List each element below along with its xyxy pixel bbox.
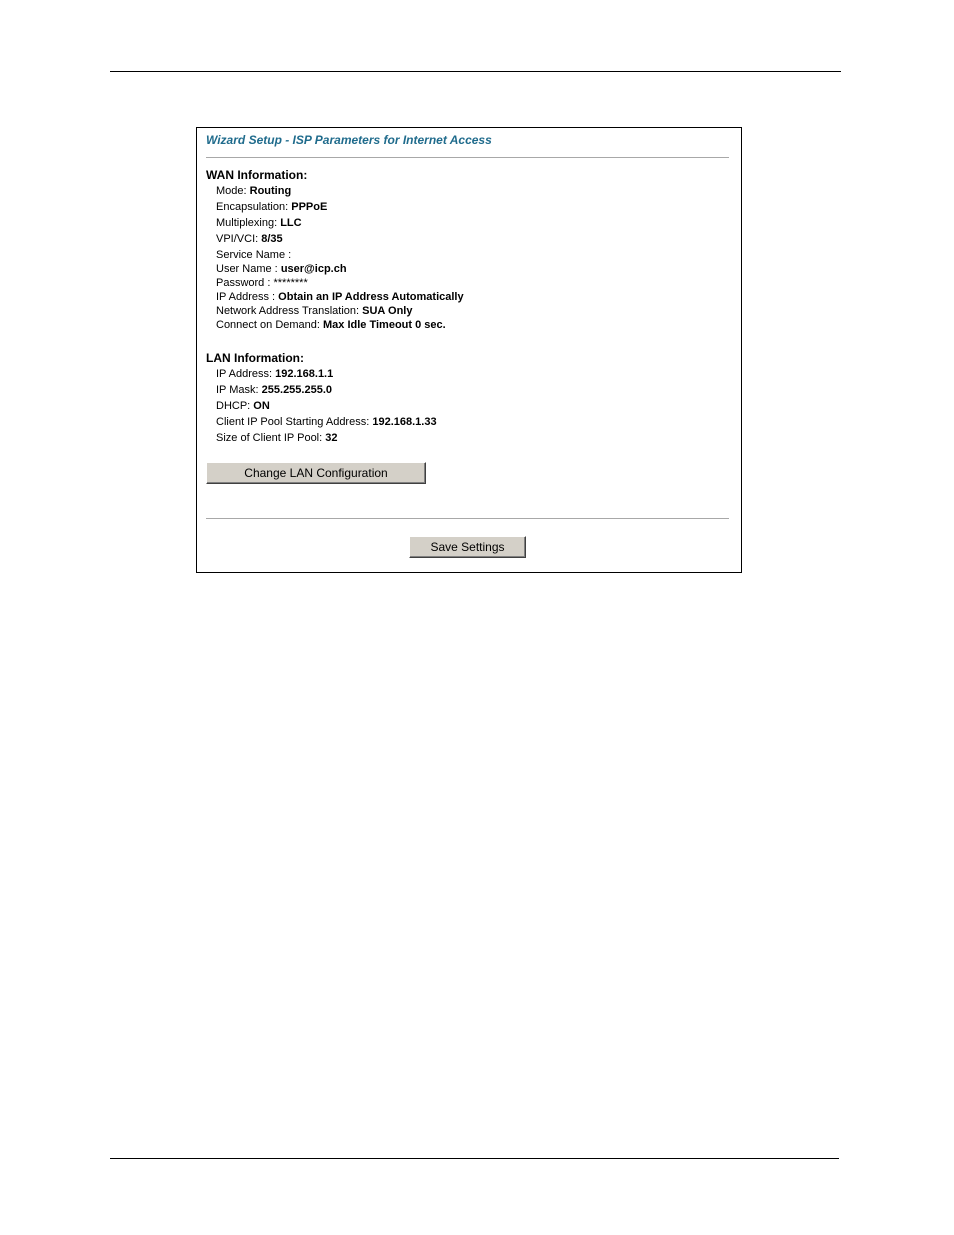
wan-encapsulation-label: Encapsulation:	[216, 201, 289, 213]
wan-user-name-value: user@icp.ch	[280, 263, 347, 275]
title-divider	[206, 157, 729, 158]
wan-vpi-vci-value: 8/35	[261, 233, 283, 245]
wizard-panel	[196, 127, 742, 573]
wan-ip-address-row	[216, 291, 464, 304]
wan-encapsulation-value: PPPoE	[291, 201, 328, 213]
wan-password-label: Password :	[216, 277, 271, 289]
wizard-title: Wizard Setup - ISP Parameters for Internet Access	[206, 133, 492, 147]
wan-vpi-vci-label: VPI/VCI:	[216, 233, 259, 245]
lan-ip-address-label: IP Address:	[216, 368, 273, 380]
wan-user-name-label: User Name :	[216, 263, 278, 275]
wan-nat-label: Network Address Translation:	[216, 305, 360, 317]
lan-dhcp-label: DHCP:	[216, 400, 251, 412]
wan-heading: WAN Information:	[206, 168, 308, 182]
wan-mode-label: Mode:	[216, 185, 247, 197]
wan-connect-on-demand-row	[216, 319, 446, 332]
wan-ip-address-value: Obtain an IP Address Automatically	[278, 291, 464, 303]
page-header-rule	[110, 71, 841, 72]
wan-multiplexing-value: LLC	[280, 217, 302, 229]
lan-dhcp-row	[216, 400, 270, 413]
lan-heading: LAN Information:	[206, 351, 304, 365]
lan-ip-address-row	[216, 368, 333, 381]
lan-pool-size-row	[216, 432, 338, 445]
wan-mode-row	[216, 185, 291, 198]
save-settings-button[interactable]: Save Settings	[409, 536, 526, 558]
lan-ip-mask-row	[216, 384, 332, 397]
page-footer-rule	[110, 1158, 839, 1159]
change-lan-configuration-button[interactable]: Change LAN Configuration	[206, 462, 426, 484]
wan-mode-value: Routing	[249, 185, 292, 197]
lan-pool-start-value: 192.168.1.33	[372, 416, 437, 428]
wan-user-name-row	[216, 263, 347, 276]
wan-nat-value: SUA Only	[362, 305, 413, 317]
wan-multiplexing-row	[216, 217, 302, 230]
lan-pool-size-value: 32	[325, 432, 338, 444]
wan-service-name-row	[216, 249, 291, 262]
wan-encapsulation-row	[216, 201, 327, 214]
lan-pool-start-label: Client IP Pool Starting Address:	[216, 416, 370, 428]
lan-pool-size-label: Size of Client IP Pool:	[216, 432, 323, 444]
wan-password-row	[216, 277, 308, 290]
lan-dhcp-value: ON	[253, 400, 270, 412]
wan-vpi-vci-row	[216, 233, 283, 246]
wan-password-value: ********	[273, 277, 308, 289]
wan-service-name-label: Service Name :	[216, 249, 292, 261]
wan-nat-row	[216, 305, 412, 318]
wan-connect-on-demand-label: Connect on Demand:	[216, 319, 320, 331]
wan-ip-address-label: IP Address :	[216, 291, 276, 303]
lan-pool-start-row	[216, 416, 437, 429]
lan-ip-mask-value: 255.255.255.0	[261, 384, 333, 396]
lan-ip-address-value: 192.168.1.1	[275, 368, 334, 380]
wan-multiplexing-label: Multiplexing:	[216, 217, 278, 229]
footer-divider	[206, 518, 729, 519]
wan-connect-on-demand-value: Max Idle Timeout 0 sec.	[323, 319, 446, 331]
lan-ip-mask-label: IP Mask:	[216, 384, 259, 396]
